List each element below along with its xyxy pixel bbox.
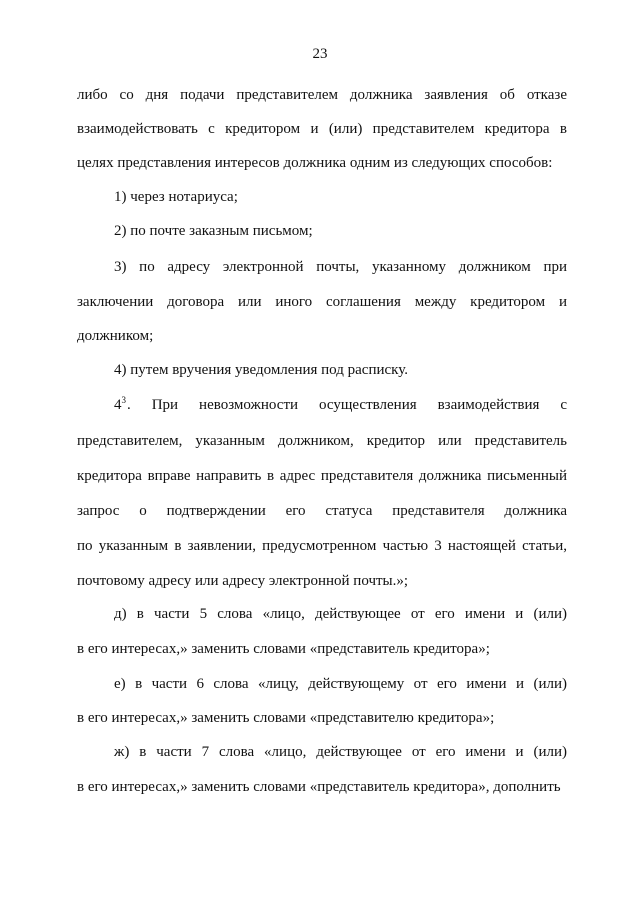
list-item: 3) по адресу электронной почты, указанному должником при bbox=[114, 259, 567, 275]
text-line: . При невозможности осуществления взаимодействия с bbox=[127, 397, 567, 413]
text-line: должником; bbox=[77, 328, 154, 344]
section-number bbox=[114, 396, 126, 414]
list-item: 2) по почте заказным письмом; bbox=[114, 223, 313, 239]
text-line: почтовому адресу или адресу электронной почты.»; bbox=[77, 573, 409, 589]
text-line: ж) в части 7 слова «лицо, действующее от его имени и (или) bbox=[114, 744, 567, 760]
text-line: целях представления интересов должника одним из следующих способов: bbox=[77, 155, 553, 171]
list-item: 4) путем вручения уведомления под расписку. bbox=[114, 362, 408, 378]
text-line: в его интересах,» заменить словами «представитель кредитора»; bbox=[77, 641, 490, 657]
list-item: 1) через нотариуса; bbox=[114, 189, 238, 205]
text-line: в его интересах,» заменить словами «представителю кредитора»; bbox=[77, 710, 495, 726]
text-line: по указанным в заявлении, предусмотренном частью 3 настоящей статьи, bbox=[77, 538, 567, 554]
text-line: представителем, указанным должником, кредитор или представитель bbox=[77, 433, 567, 449]
text-line: в его интересах,» заменить словами «представитель кредитора», дополнить bbox=[77, 779, 561, 795]
page-number: 23 bbox=[312, 46, 328, 62]
text-line: либо со дня подачи представителем должника заявления об отказе bbox=[77, 87, 567, 103]
text-line: е) в части 6 слова «лицу, действующему от его имени и (или) bbox=[114, 676, 567, 692]
text-line: запрос о подтверждении его статуса представителя должника bbox=[77, 503, 567, 519]
text-line: кредитора вправе направить в адрес представителя должника письменный bbox=[77, 468, 567, 484]
section-number-main: 4 bbox=[114, 397, 122, 413]
section-number-superscript: 3 bbox=[121, 395, 126, 405]
text-line: взаимодействовать с кредитором и (или) представителем кредитора в bbox=[77, 121, 567, 137]
text-line: д) в части 5 слова «лицо, действующее от его имени и (или) bbox=[114, 606, 567, 622]
text-line: заключении договора или иного соглашения между кредитором и bbox=[77, 294, 567, 310]
